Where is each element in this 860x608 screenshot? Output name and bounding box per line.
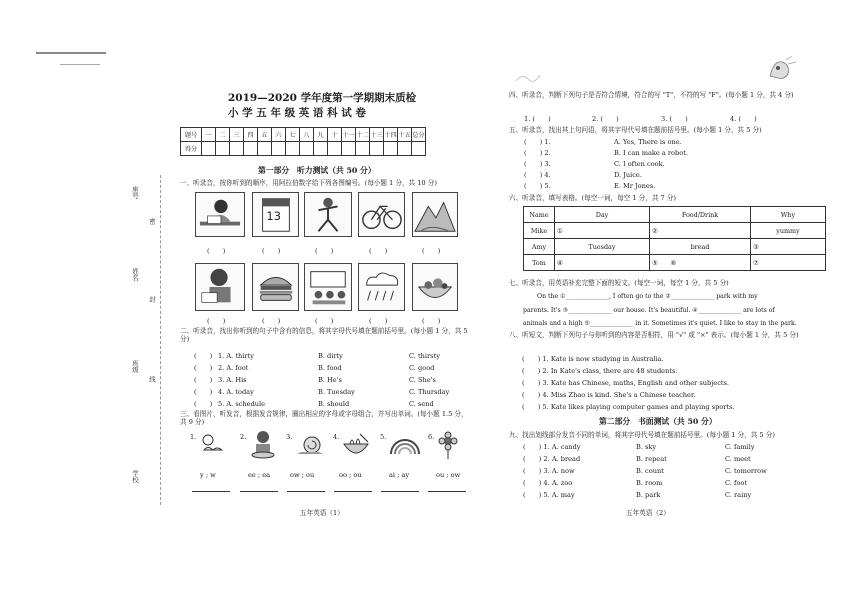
q3-answer-line[interactable] — [334, 491, 372, 492]
q2-option-c: C. thirsty — [409, 352, 440, 360]
q3-options[interactable]: ai ; ay — [389, 471, 410, 479]
score-table — [180, 127, 426, 156]
q8-row[interactable]: ( ) 4. Miss Zhao is kind. She's a Chinese teacher. — [522, 391, 696, 399]
top-edge-mark-2 — [60, 64, 100, 65]
q2-option-b: B. should — [318, 400, 350, 408]
q3-instruction: 三、看图片，听发音，根据发音规律，圈出相应的字母或字母组合，并写出单词。(每小题 1.5 分，共 9 分) — [180, 410, 468, 426]
q4-item[interactable]: 3. ( ) — [661, 115, 688, 123]
q1-paren[interactable]: ( ) — [315, 317, 334, 325]
exam-subtitle: 小 学 五 年 级 英 语 科 试 卷 — [228, 107, 366, 119]
q2-option-a: 5. A. schedule — [218, 400, 266, 408]
q6-cell: Tom — [524, 255, 555, 271]
q1-paren[interactable]: ( ) — [422, 247, 441, 255]
table-row — [524, 223, 826, 239]
q6-cell[interactable]: ③ — [751, 239, 826, 255]
seal-char-2: 封 — [148, 296, 156, 303]
q2-option-c: C. She's — [409, 376, 436, 384]
q1-paren[interactable]: ( ) — [207, 317, 226, 325]
score-col: 六 — [272, 128, 286, 142]
q6-instruction: 六、听录音，填写表格。(每空一词，每空 1 分，共 7 分) — [509, 194, 676, 202]
snail-icon — [295, 430, 325, 460]
q4-item[interactable]: 2. ( ) — [592, 115, 619, 123]
seal-char-3: 线 — [148, 376, 156, 383]
score-col: 九 — [314, 128, 328, 142]
q3-num: 1. — [190, 433, 197, 441]
q5-instruction: 五、听录音，找出其上句问语，将其字母代号填在题前括号里。(每小题 1 分，共 5 分) — [509, 126, 762, 134]
seat-label: 座号 — [131, 186, 139, 199]
q6-cell: Mike — [524, 223, 555, 239]
q3-answer-line[interactable] — [381, 491, 419, 492]
q2-paren[interactable]: ( ) — [194, 400, 213, 408]
score-cell[interactable] — [328, 142, 342, 156]
table-row — [524, 239, 826, 255]
q2-option-c: C. good — [409, 364, 435, 372]
yoga-girl-icon — [304, 192, 352, 237]
q7-line[interactable]: animals and a high ⑤______________ in it. Sometimes it's quiet. I like to stay in the park. — [523, 320, 797, 327]
score-col: 五 — [258, 128, 272, 142]
q8-row[interactable]: ( ) 2. In Kate's class, there are 48 students. — [522, 367, 678, 375]
q2-paren[interactable]: ( ) — [194, 352, 213, 360]
q3-options[interactable]: oo ; ou — [339, 471, 362, 479]
exam-title: 2019—2020 学年度第一学期期末质检 — [228, 92, 417, 104]
mountain-icon — [412, 192, 458, 237]
noodles-icon — [340, 430, 372, 460]
sky-icon — [198, 430, 228, 460]
q3-options[interactable]: ou ; ow — [436, 471, 461, 479]
q9-option-a[interactable]: ( ) 2. A. bread — [523, 455, 581, 463]
score-cell[interactable] — [244, 142, 258, 156]
q7-instruction: 七、听录音，用英语补充完整下面的短文。(每空一词，每空 1 分，共 5 分) — [509, 279, 729, 287]
q3-answer-line[interactable] — [428, 491, 466, 492]
q8-row[interactable]: ( ) 3. Kate has Chinese, maths, English and other subjects. — [522, 379, 730, 387]
score-col: 十三 — [370, 128, 384, 142]
q2-option-b: B. Tuesday — [318, 388, 355, 396]
school-label: 学校 — [131, 470, 139, 483]
q2-option-c: C. Thursday — [409, 388, 450, 396]
score-cell[interactable] — [412, 142, 426, 156]
score-cell[interactable] — [370, 142, 384, 156]
q1-instruction: 一、听录音，按你听到的顺序，用阿拉伯数字给下列各图编号。(每小题 1 分，共 10 分) — [180, 179, 437, 187]
q4-item[interactable]: 4. ( ) — [730, 115, 757, 123]
q1-paren[interactable]: ( ) — [207, 247, 226, 255]
score-cell[interactable] — [272, 142, 286, 156]
q3-num: 6. — [428, 433, 435, 441]
q9-option-a[interactable]: ( ) 4. A. zoo — [523, 479, 573, 487]
q5-answer: A. Yes, There is one. — [614, 138, 682, 146]
q5-answer: B. I can make a robot. — [614, 149, 688, 157]
footer-page-left: 五年英语（1） — [300, 509, 344, 517]
q5-answer: E. Mr Jones. — [614, 182, 656, 190]
q6-cell[interactable]: ② — [650, 223, 751, 239]
q9-instruction: 九、找出划线部分发音不同的单词，将其字母代号填在题前括号里。(每小题 1 分，共 5 分) — [509, 431, 775, 439]
q3-num: 4. — [333, 433, 340, 441]
q9-option-b: B. repeat — [636, 455, 667, 463]
q9-option-c: C. rainy — [725, 491, 752, 499]
score-col: 十 — [328, 128, 342, 142]
score-cell[interactable] — [356, 142, 370, 156]
q3-answer-line[interactable] — [287, 491, 325, 492]
q9-option-b: B. sky — [636, 443, 657, 451]
seal-char-1: 密 — [148, 218, 156, 225]
q6-cell: Amy — [524, 239, 555, 255]
q3-num: 5. — [380, 433, 387, 441]
q3-options[interactable]: ow ; ou — [290, 471, 315, 479]
q4-instruction: 四、听录音，判断下列句子是否符合情境，符合的写 "T"，不符的写 "F"。(每小题 1 分，共 4 分) — [509, 91, 794, 99]
score-cell[interactable] — [384, 142, 398, 156]
q5-paren[interactable]: ( ) 5. — [524, 182, 551, 190]
q4-item[interactable]: 1. ( ) — [524, 115, 551, 123]
score-cell[interactable] — [300, 142, 314, 156]
q2-option-b: B. He's — [318, 376, 342, 384]
q6-header: Day — [555, 207, 650, 223]
score-col: 七 — [286, 128, 300, 142]
q5-paren[interactable]: ( ) 4. — [524, 171, 551, 179]
score-col: 一 — [202, 128, 216, 142]
footer-page-right: 五年英语（2） — [626, 509, 670, 517]
q6-table — [523, 206, 826, 271]
q2-instruction: 二、听录音，找出你听到的句子中含有的信息，将其字母代号填在题前括号里。(每小题 1 分，共 5 分) — [180, 327, 468, 343]
q2-paren[interactable]: ( ) — [194, 388, 213, 396]
q5-paren[interactable]: ( ) 3. — [524, 160, 551, 168]
q9-option-c: C. family — [725, 443, 755, 451]
q2-option-a: 4. A. today — [218, 388, 254, 396]
corner-doodle-icon — [760, 54, 800, 84]
hamburger-icon — [252, 263, 299, 311]
eating-boy-icon — [248, 428, 278, 460]
q6-cell[interactable]: ① — [555, 223, 650, 239]
q5-answer: D. Juice. — [614, 171, 642, 179]
score-row-label: 题号 — [181, 128, 202, 142]
score-col: 十四 — [384, 128, 398, 142]
q6-header: Why — [751, 207, 826, 223]
q5-answer: C. I often cook. — [614, 160, 665, 168]
score-col: 四 — [244, 128, 258, 142]
q8-row[interactable]: ( ) 1. Kate is now studying in Australia. — [522, 355, 664, 363]
q2-option-b: B. food — [318, 364, 342, 372]
score-col: 总分 — [412, 128, 426, 142]
q1-paren[interactable]: ( ) — [315, 247, 334, 255]
q7-line[interactable]: parents. It's ③______________ our house. It's beautiful. ④______________ are lots of — [523, 307, 775, 314]
q5-paren[interactable]: ( ) 1. — [524, 138, 551, 146]
score-cell[interactable] — [286, 142, 300, 156]
score-cell[interactable] — [202, 142, 216, 156]
q6-header: Name — [524, 207, 555, 223]
score-col: 十一 — [342, 128, 356, 142]
q6-cell: bread — [650, 239, 751, 255]
q9-option-a[interactable]: ( ) 3. A. now — [523, 467, 575, 475]
q2-option-a: 3. A. His — [218, 376, 247, 384]
score-col: 三 — [230, 128, 244, 142]
calendar-icon — [252, 192, 299, 237]
q9-option-b: B. room — [636, 479, 663, 487]
q2-option-b: B. dirty — [318, 352, 343, 360]
score-col: 十五 — [398, 128, 412, 142]
q1-paren[interactable]: ( ) — [369, 247, 388, 255]
name-label: 姓名 — [131, 268, 139, 281]
score-cell[interactable] — [398, 142, 412, 156]
q6-header: Food/Drink — [650, 207, 751, 223]
q5-paren[interactable]: ( ) 2. — [524, 149, 551, 157]
q9-option-a[interactable]: ( ) 5. A. may — [523, 491, 575, 499]
smudge-mark — [514, 70, 542, 84]
top-edge-mark — [36, 52, 106, 54]
q9-option-c: C. foot — [725, 479, 748, 487]
q2-paren[interactable]: ( ) — [194, 364, 213, 372]
q3-num: 3. — [286, 433, 293, 441]
q2-option-a: 1. A. thirty — [218, 352, 254, 360]
q1-paren[interactable]: ( ) — [262, 317, 281, 325]
table-row — [524, 255, 826, 271]
score-col: 二 — [216, 128, 230, 142]
binding-line — [160, 175, 161, 505]
q6-cell: Tuesday — [555, 239, 650, 255]
q3-answer-line[interactable] — [192, 491, 230, 492]
salad-icon — [412, 263, 458, 311]
score-cell[interactable] — [230, 142, 244, 156]
q9-option-c: C. meet — [725, 455, 751, 463]
q9-option-a[interactable]: ( ) 1. A. candy — [523, 443, 581, 451]
q3-answer-line[interactable] — [240, 491, 278, 492]
q6-header-row — [524, 207, 826, 223]
q6-cell[interactable]: ⑦ — [751, 255, 826, 271]
classroom-icon — [304, 263, 352, 311]
q6-cell: yummy — [751, 223, 826, 239]
q3-options[interactable]: ee ; ea — [248, 471, 271, 479]
q8-row[interactable]: ( ) 5. Kate likes playing computer games and playing sports. — [522, 403, 735, 411]
q2-paren[interactable]: ( ) — [194, 376, 213, 384]
score-cell[interactable] — [342, 142, 356, 156]
part2-title: 第二部分 书面测试（共 50 分） — [599, 417, 717, 426]
q1-paren[interactable]: ( ) — [262, 247, 281, 255]
q7-line[interactable]: On the ①______________, I often go to the ②______________ park with my — [537, 293, 758, 300]
score-col: 八 — [300, 128, 314, 142]
q9-option-c: C. tomorrow — [725, 467, 767, 475]
q3-options[interactable]: y ; w — [200, 471, 216, 479]
rainbow-icon — [388, 430, 422, 460]
q9-option-b: B. park — [636, 491, 661, 499]
q1-paren[interactable]: ( ) — [369, 317, 388, 325]
flower-icon — [433, 430, 463, 460]
q6-cell[interactable]: ⑤ ⑥ — [650, 255, 751, 271]
bicycle-icon — [358, 192, 405, 237]
girl-reading-icon — [195, 192, 245, 237]
rain-cloud-icon — [358, 263, 405, 311]
q2-option-a: 2. A. foot — [218, 364, 249, 372]
score-cell[interactable] — [314, 142, 328, 156]
score-row-label: 得分 — [181, 142, 202, 156]
svg-text:13: 13 — [266, 208, 282, 223]
q8-instruction: 八、听短文，判断下列句子与你听到的内容是否相符，用 "√" 或 "×" 表示。(每小题 1 分，共 5 分) — [509, 331, 799, 339]
class-label: 班级 — [131, 360, 139, 373]
q9-option-b: B. count — [636, 467, 664, 475]
girl-book-icon — [195, 263, 245, 311]
score-cell[interactable] — [258, 142, 272, 156]
q1-paren[interactable]: ( ) — [422, 317, 441, 325]
part1-title: 第一部分 听力测试（共 50 分） — [258, 166, 376, 175]
score-cell[interactable] — [216, 142, 230, 156]
score-col: 十二 — [356, 128, 370, 142]
q6-cell[interactable]: ④ — [555, 255, 650, 271]
q3-num: 2. — [240, 433, 247, 441]
q2-option-c: C. send — [409, 400, 434, 408]
